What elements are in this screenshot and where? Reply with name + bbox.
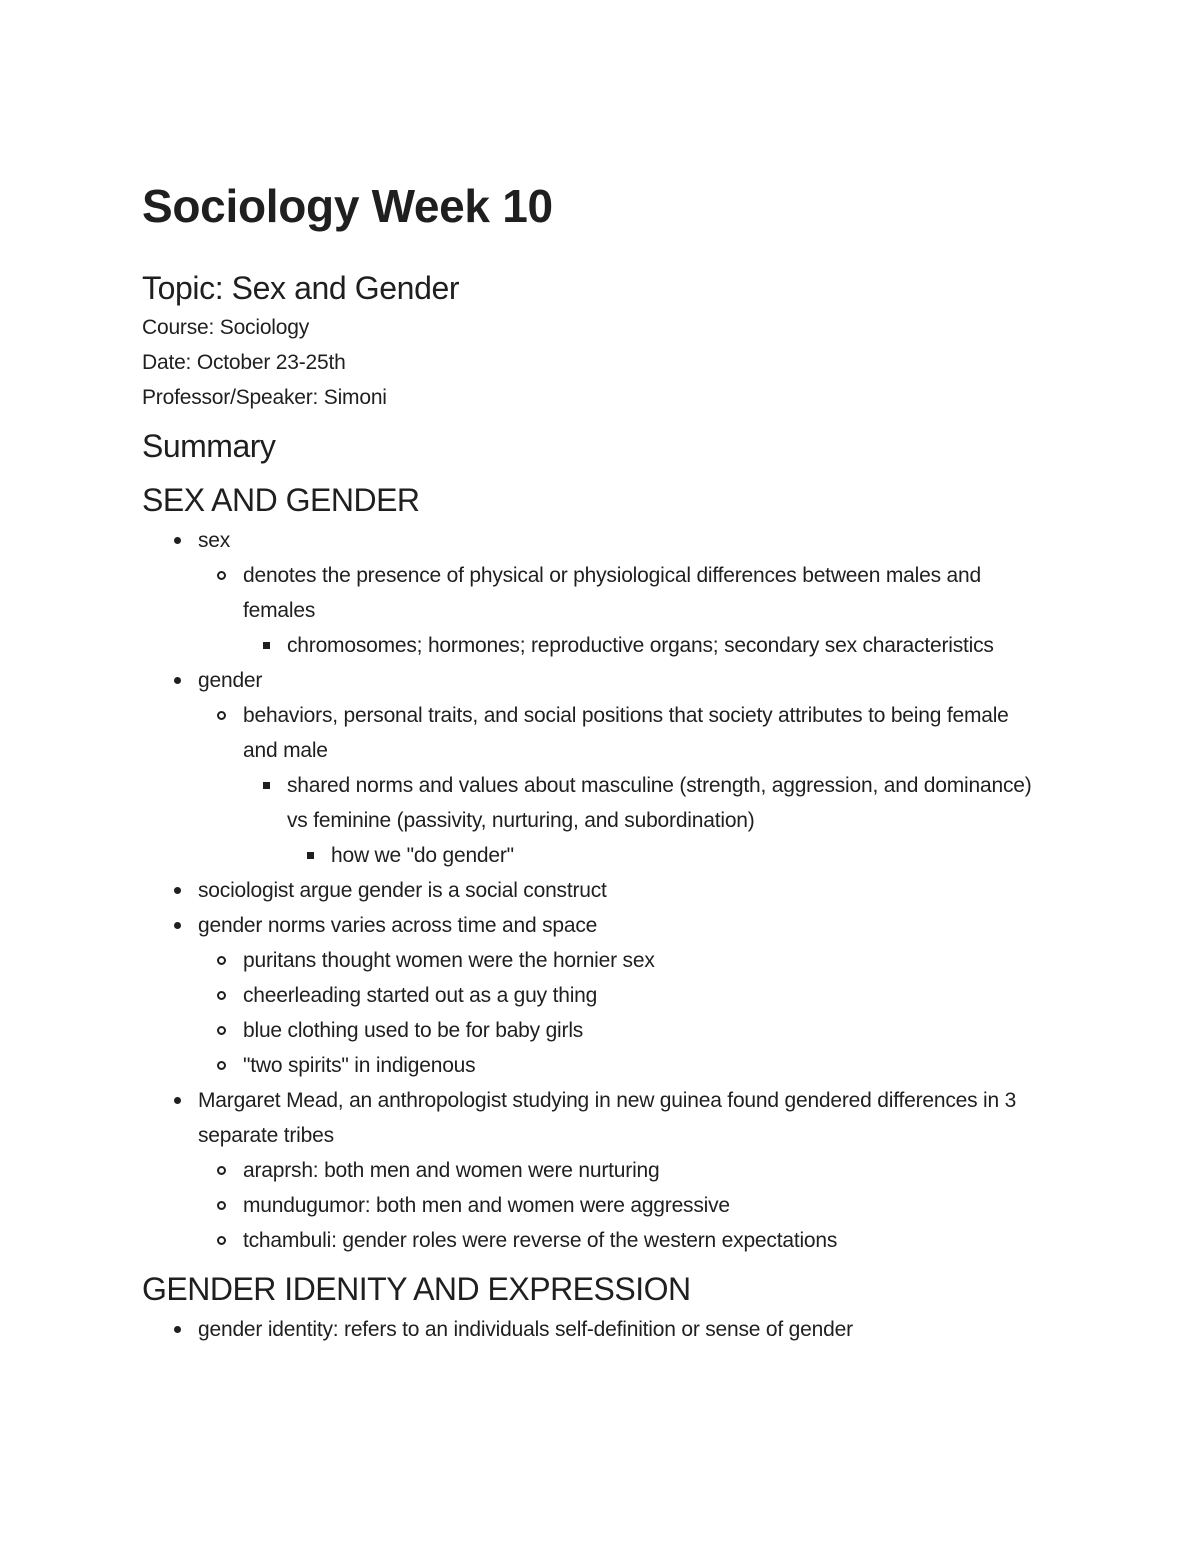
note-item (142, 1188, 1042, 1223)
note-item (142, 698, 1042, 768)
bullet-icon (174, 922, 181, 929)
bullet-icon (217, 956, 226, 965)
bullet-icon (174, 1097, 181, 1104)
page-title: Sociology Week 10 (142, 180, 553, 232)
bullet-icon (263, 782, 270, 789)
note-text: gender (198, 669, 263, 692)
bullet-icon (217, 1026, 226, 1035)
bullet-icon (217, 1236, 226, 1245)
note-item (142, 1223, 1042, 1258)
note-text: denotes the presence of physical or physiological differences between males and females (243, 564, 981, 622)
professor-line: Professor/Speaker: Simoni (142, 386, 387, 409)
note-item (142, 1083, 1042, 1153)
note-item (142, 663, 1042, 698)
note-text: gender norms varies across time and space (198, 914, 598, 937)
bullet-icon (217, 991, 226, 1000)
bullet-icon (174, 887, 181, 894)
note-text: sex (198, 529, 231, 552)
gender-identity-heading: GENDER IDENITY AND EXPRESSION (142, 1271, 691, 1307)
note-item (142, 838, 1042, 873)
note-text: behaviors, personal traits, and social positions that society attributes to being female and male (243, 704, 1009, 762)
note-text: mundugumor: both men and women were aggressive (243, 1194, 730, 1217)
identity-outline (142, 1312, 1042, 1347)
note-text: chromosomes; hormones; reproductive organs; secondary sex characteristics (287, 634, 994, 657)
topic-heading: Topic: Sex and Gender (142, 270, 460, 306)
note-text: "two spirits" in indigenous (243, 1054, 476, 1077)
bullet-icon (217, 711, 226, 720)
note-text: blue clothing used to be for baby girls (243, 1019, 584, 1042)
note-text: sociologist argue gender is a social construct (198, 879, 607, 902)
bullet-icon (307, 852, 314, 859)
bullet-icon (217, 571, 226, 580)
note-text: puritans thought women were the hornier sex (243, 949, 655, 972)
note-item (142, 978, 1042, 1013)
bullet-icon (217, 1201, 226, 1210)
note-item (142, 873, 1042, 908)
note-item (142, 1312, 1042, 1347)
note-item (142, 558, 1042, 628)
bullet-icon (263, 642, 270, 649)
note-item (142, 523, 1042, 558)
note-item (142, 908, 1042, 943)
notes-outline (142, 523, 1042, 1258)
document-page (142, 176, 1042, 1347)
bullet-icon (174, 537, 181, 544)
bullet-icon (174, 1326, 181, 1333)
bullet-icon (217, 1061, 226, 1070)
note-text: shared norms and values about masculine (strength, aggression, and dominance) vs feminine (passivity, nurturing, and subordination) (287, 774, 1032, 832)
note-text: how we "do gender" (331, 844, 514, 867)
date-line: Date: October 23-25th (142, 351, 346, 374)
note-item (142, 628, 1042, 663)
note-text: tchambuli: gender roles were reverse of the western expectations (243, 1229, 838, 1252)
note-text: araprsh: both men and women were nurturing (243, 1159, 660, 1182)
note-text: cheerleading started out as a guy thing (243, 984, 598, 1007)
note-item (142, 943, 1042, 978)
note-text: Margaret Mead, an anthropologist studying in new guinea found gendered differences in 3 separate tribes (198, 1089, 1017, 1147)
note-item (142, 768, 1042, 838)
note-item (142, 1048, 1042, 1083)
note-item (142, 1153, 1042, 1188)
note-text: gender identity: refers to an individuals self-definition or sense of gender (198, 1318, 853, 1341)
bullet-icon (174, 677, 181, 684)
sex-and-gender-heading: SEX AND GENDER (142, 482, 420, 518)
course-line: Course: Sociology (142, 316, 310, 339)
bullet-icon (217, 1166, 226, 1175)
note-item (142, 1013, 1042, 1048)
summary-heading: Summary (142, 428, 276, 464)
